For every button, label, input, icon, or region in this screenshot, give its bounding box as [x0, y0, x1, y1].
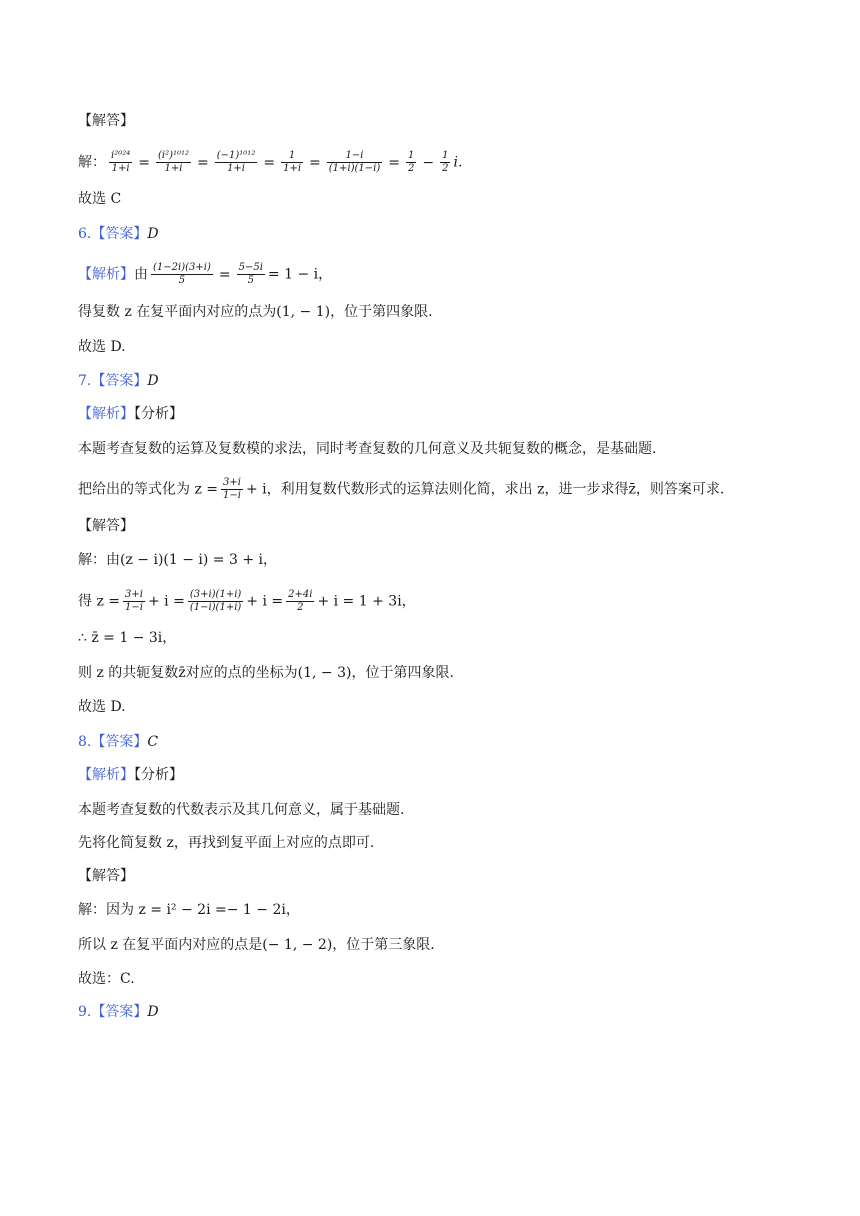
analysis-heading-8: 【解析】【分析】 [78, 767, 183, 783]
answer-heading-9: 9.【答案】D [78, 1004, 159, 1020]
text-line: 解：因为 z = i² − 2i =− 1 − 2i， [78, 902, 300, 918]
text-line: 得复数 z 在复平面内对应的点为(1, − 1)，位于第四象限. [78, 304, 433, 320]
text-line: 本题考查复数的运算及复数模的求法，同时考查复数的几何意义及共轭复数的概念，是基础题. [78, 441, 657, 457]
text-line: 则 z 的共轭复数z̄对应的点的坐标为(1, − 3)，位于第四象限. [78, 665, 454, 681]
text-line: 解：由(z − i)(1 − i) = 3 + i， [78, 552, 277, 568]
text-line: 所以 z 在复平面内对应的点是(− 1, − 2)，位于第三象限. [78, 937, 435, 953]
text-line: ∴ z̄ = 1 − 3i， [78, 630, 177, 646]
answer-heading-6: 6.【答案】D [78, 226, 159, 242]
section-heading-answer: 【解答】 [78, 518, 134, 534]
analysis-heading-7: 【解析】【分析】 [78, 406, 183, 422]
analysis-equation-7: 把给出的等式化为 z = $\frac{3+i}{1-i}$ + i，利用复数代数形式的运算法则化简，求出 z，进一步求得z̄，则答案可求. [78, 477, 725, 501]
text-line: 故选 D. [78, 339, 126, 355]
section-heading-answer: 【解答】 [78, 868, 134, 884]
analysis-equation-6: 【解析】由 $\frac{(1-2i)(3+i)}{5}$ = $\frac{5-5i}{5}$ = 1 − i， [78, 262, 333, 286]
solution-equation-5: 解： $\frac{\text{i²⁰²⁴}}{1+i}$ = $\frac{\text{(i²)¹⁰¹²}}{1+i}$ = $\frac{\text{(−1)¹⁰¹²}}{1+i}$ = $\frac{1}{1+i}$ = $\frac{1-i}{(1+i)(1-i)}$ = $\frac{1}{2}$ − $\frac{1}{2}$ i. [78, 150, 463, 174]
text-line: 故选 C [78, 191, 122, 207]
text-line: 本题考查复数的代数表示及其几何意义，属于基础题. [78, 802, 405, 818]
solution-equation-7: 得 z = $\frac{3+i}{1-i}$ + i = $\frac{(3+i)(1+i)}{(1-i)(1+i)}$ + i = $\frac{2+4i}{2}$ + i = 1 + 3i， [78, 589, 416, 613]
text-line: 先将化简复数 z，再找到复平面上对应的点即可. [78, 835, 375, 851]
answer-heading-8: 8.【答案】C [78, 734, 159, 750]
text-line: 故选 D. [78, 699, 126, 715]
text-line: 故选：C. [78, 971, 135, 987]
section-heading-answer: 【解答】 [78, 113, 134, 129]
answer-heading-7: 7.【答案】D [78, 373, 159, 389]
